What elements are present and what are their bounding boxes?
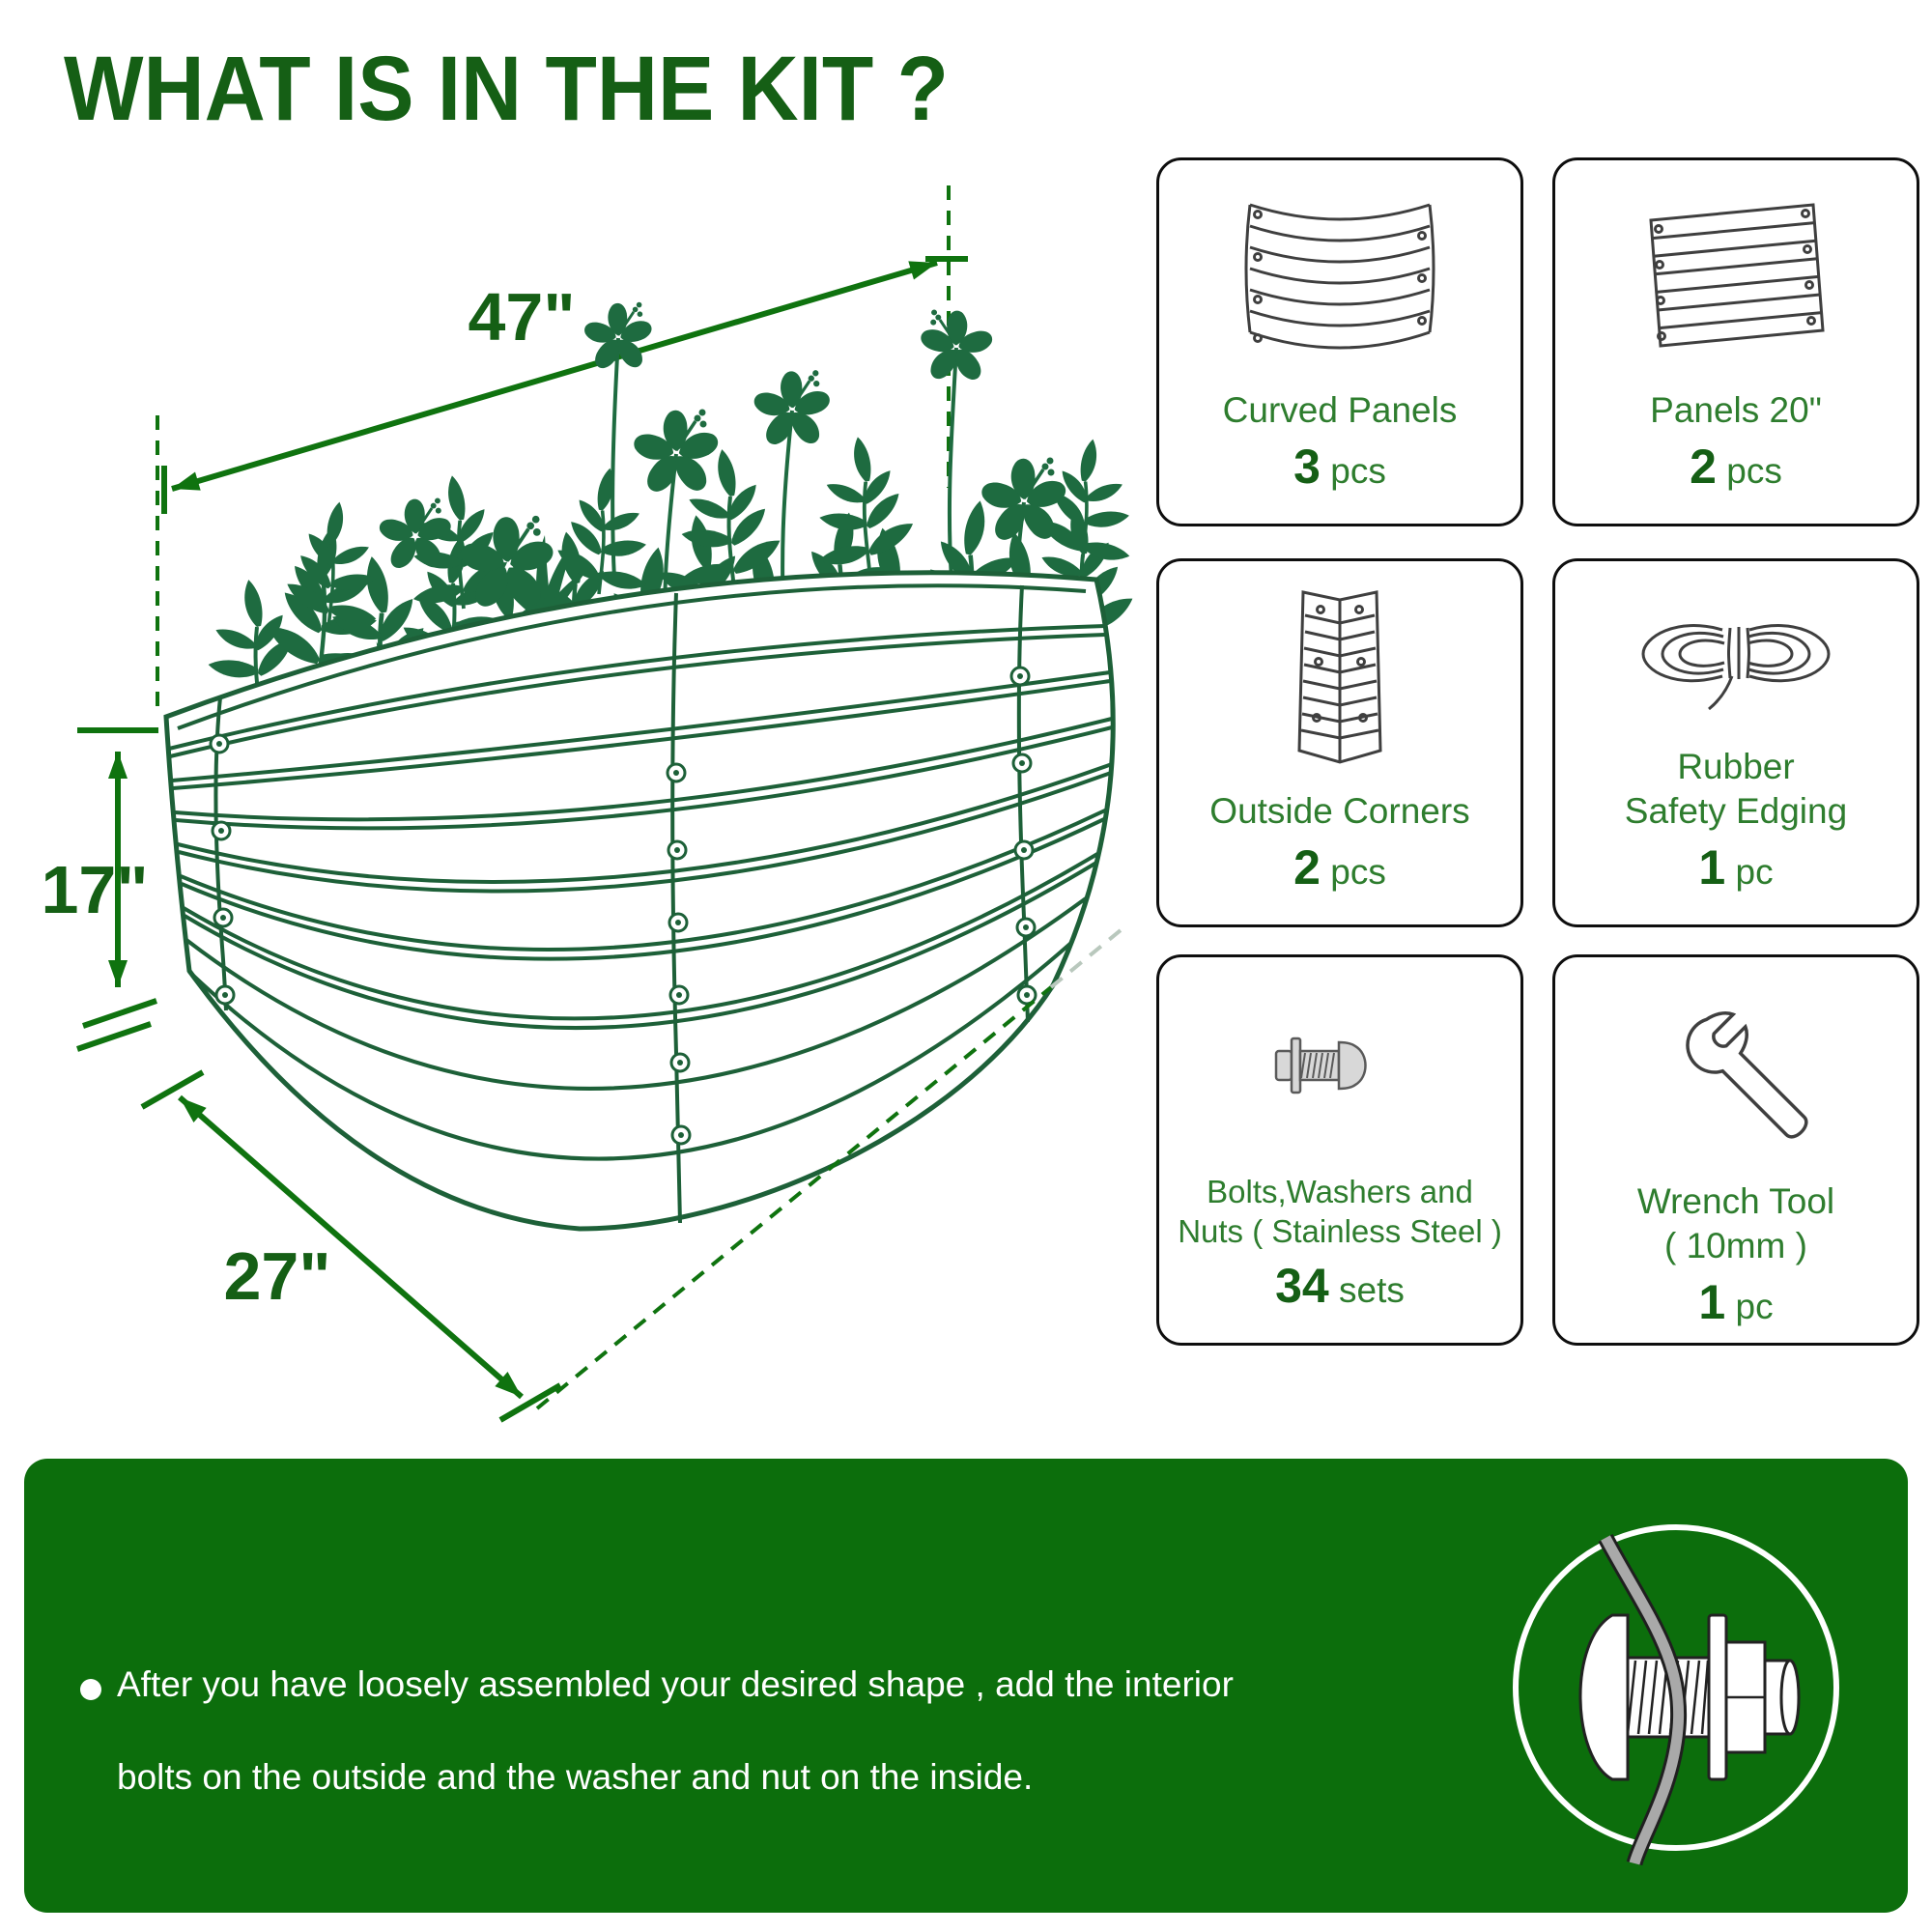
kit-card-qty [1698, 839, 1773, 895]
kit-card-qty-unit: pcs [1330, 852, 1386, 892]
rubber-edging-icon [1625, 571, 1847, 735]
kit-card-qty-unit: pcs [1330, 451, 1386, 491]
kit-card-label-line2: ( 10mm ) [1663, 1225, 1807, 1265]
dim-width-label: 27" [223, 1238, 331, 1314]
kit-card-label-line2: Nuts ( Stainless Steel ) [1178, 1213, 1502, 1250]
kit-card-qty-unit: pcs [1726, 451, 1782, 491]
kit-card-label-line1: Bolts,Washers and [1207, 1174, 1473, 1210]
kit-card-label [1625, 745, 1847, 834]
kit-card-qty [1698, 1274, 1773, 1330]
note-line1: After you have loosely assembled your desired shape , add the interior [117, 1664, 1234, 1704]
kit-card-qty [1293, 839, 1386, 895]
kit-card-qty-number: 34 [1275, 1259, 1329, 1313]
note-line2: bolts on the outside and the washer and nut on the inside. [117, 1757, 1034, 1798]
kit-card-label-line1: Wrench Tool [1636, 1181, 1835, 1221]
kit-card-qty-number: 3 [1293, 440, 1321, 494]
kit-card-panels-20 [1552, 157, 1919, 526]
kit-card-label-line2: Safety Edging [1624, 791, 1848, 832]
kit-card-label-line1: Rubber [1677, 747, 1795, 787]
outside-corners-icon [1238, 574, 1441, 777]
note-banner [24, 1459, 1908, 1913]
kit-card-label [1650, 388, 1822, 433]
dim-height-label: 17" [41, 852, 149, 927]
kit-card-qty-unit: pc [1735, 852, 1774, 892]
kit-card-qty [1275, 1258, 1405, 1314]
kit-card-label-line1: Outside Corners [1209, 791, 1470, 832]
dim-length-label: 47" [468, 279, 576, 355]
kit-card-wrench [1552, 954, 1919, 1346]
note-text [117, 1638, 1234, 1824]
kit-card-label [1178, 1173, 1502, 1252]
curved-panels-icon [1229, 173, 1451, 376]
wrench-icon [1625, 957, 1847, 1179]
kit-card-label [1223, 388, 1458, 433]
kit-card-label [1209, 789, 1469, 834]
kit-card-qty-number: 1 [1698, 840, 1726, 895]
bed-illustration [166, 573, 1113, 1229]
kit-card-qty-number: 2 [1690, 440, 1717, 494]
dimension-17 [41, 730, 158, 1049]
raised-bed-diagram [0, 135, 1159, 1468]
kit-card-bolts [1156, 954, 1523, 1346]
kit-card-label-line1: Curved Panels [1222, 390, 1458, 431]
kit-card-qty-number: 2 [1293, 840, 1321, 895]
bullet-icon [80, 1679, 101, 1700]
bolt-detail-icon [1483, 1504, 1869, 1890]
kit-card-qty-unit: pc [1735, 1286, 1774, 1326]
bolts-icon [1243, 998, 1436, 1133]
kit-card-label-line1: Panels 20" [1650, 390, 1822, 431]
kit-card-qty [1293, 439, 1386, 495]
kit-card-curved-panels [1156, 157, 1523, 526]
kit-card-outside-corners [1156, 558, 1523, 927]
kit-card-qty-number: 1 [1698, 1274, 1726, 1329]
page-title: WHAT IS IN THE KIT ? [64, 38, 950, 140]
kit-card-label [1637, 1179, 1834, 1268]
kit-card-rubber-edging [1552, 558, 1919, 927]
kit-card-qty-unit: sets [1339, 1270, 1405, 1310]
flat-panels-icon [1625, 173, 1847, 376]
kit-card-qty [1690, 439, 1782, 495]
